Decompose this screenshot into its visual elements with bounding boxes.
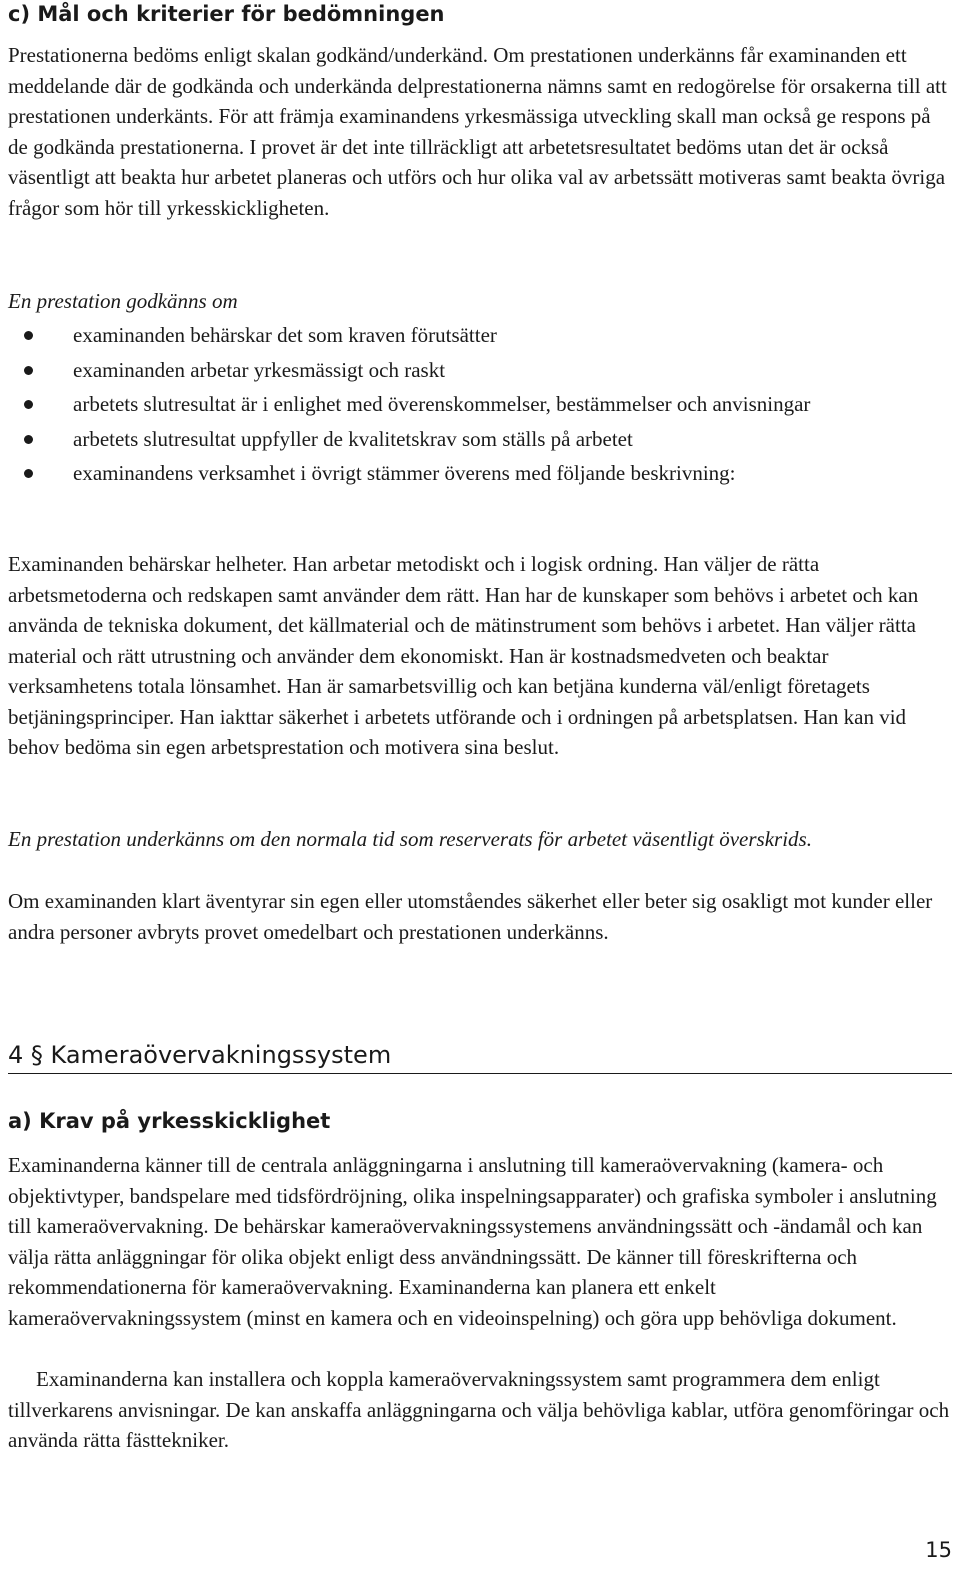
bullet-icon: [24, 400, 33, 409]
bullet-icon: [24, 331, 33, 340]
list-item: arbetets slutresultat är i enlighet med överenskommelser, bestämmelser och anvisningar: [8, 389, 952, 420]
assessment-paragraph: Prestationerna bedöms enligt skalan godkänd/underkänd. Om prestationen underkänns får examinanden ett meddelande där de godkända och underkända delprestationerna nämns samt en redogörelse för orsakerna till att prestationen underkänts. För att främja examinandens yrkesmässiga utveckling skall man också ge respons på de godkända prestationerna. I provet är det inte tillräckligt att arbetetsresultatet bedöms utan det är också väsentligt att beakta hur arbetet planeras och utförs och hur olika val av arbetssätt motiveras samt beakta övriga frågor som hör till yrkesskickligheten.: [8, 43, 947, 220]
list-item: examinanden arbetar yrkesmässigt och raskt: [8, 355, 952, 386]
fail-statement: En prestation underkänns om den normala tid som reserverats för arbetet väsentligt överskrids.: [8, 827, 812, 851]
bullet-icon: [24, 366, 33, 375]
page-number: 15: [925, 1538, 952, 1562]
section-heading-goals-criteria: c) Mål och kriterier för bedömningen: [8, 2, 445, 26]
chapter-title: 4 § Kameraövervakningssystem: [8, 1037, 952, 1074]
safety-paragraph: Om examinanden klart äventyrar sin egen eller utomståendes säkerhet eller beter sig osakligt mot kunder eller andra personer avbryts provet omedelbart och prestationen underkänns.: [8, 889, 933, 944]
skill-paragraph-2: Examinanderna kan installera och koppla kameraövervakningssystem samt programmera dem enligt tillverkarens anvisningar. De kan anskaffa anläggningarna och välja behövliga kablar, utföra genomföringar och använda rätta fästtekniker.: [8, 1367, 950, 1452]
bullet-icon: [24, 435, 33, 444]
approval-criteria-list: [8, 320, 952, 493]
skill-paragraph-1: Examinanderna känner till de centrala anläggningarna i anslutning till kameraövervakning (kamera- och objektivtyper, bandspelare med tidsfördröjning, olika inspelningsapparater) och grafiska symboler i anslutning till kameraövervakning. De behärskar kameraövervakningssystemens användningssätt och -ändamål och kan välja rätta anläggningar för olika objekt enligt dess användningssätt. De känner till föreskrifterna och rekommendationerna för kameraövervakning. Examinanderna kan planera ett enkelt kameraövervakningssystem (minst en kamera och en videoinspelning) och göra upp behövliga dokument.: [8, 1153, 937, 1330]
bullet-icon: [24, 469, 33, 478]
list-item: arbetets slutresultat uppfyller de kvalitetskrav som ställs på arbetet: [8, 424, 952, 455]
competence-description: Examinanden behärskar helheter. Han arbetar metodiskt och i logisk ordning. Han väljer de rätta arbetsmetoderna och redskapen samt använder dem rätt. Han har de kunskaper som behövs i arbetet och kan använda de tekniska dokument, det källmaterial och de mätinstrument som behövs i arbetet. Han väljer rätta material och rätt utrustning och använder dem ekonomiskt. Han är kostnadsmedveten och beaktar verksamhetens totala lönsamhet. Han är samarbetsvillig och kan betjäna kunderna väl/enligt företagets betjäningsprinciper. Han iakttar säkerhet i arbetets utförande och i ordningen på arbetsplatsen. Han kan vid behov bedöma sin egen arbetsprestation och motivera sina beslut.: [8, 552, 919, 759]
approval-intro: En prestation godkänns om: [8, 289, 238, 313]
list-item: examinandens verksamhet i övrigt stämmer överens med följande beskrivning:: [8, 458, 952, 489]
list-item: examinanden behärskar det som kraven förutsätter: [8, 320, 952, 351]
section-heading-skill-requirements: a) Krav på yrkesskicklighet: [8, 1109, 331, 1133]
